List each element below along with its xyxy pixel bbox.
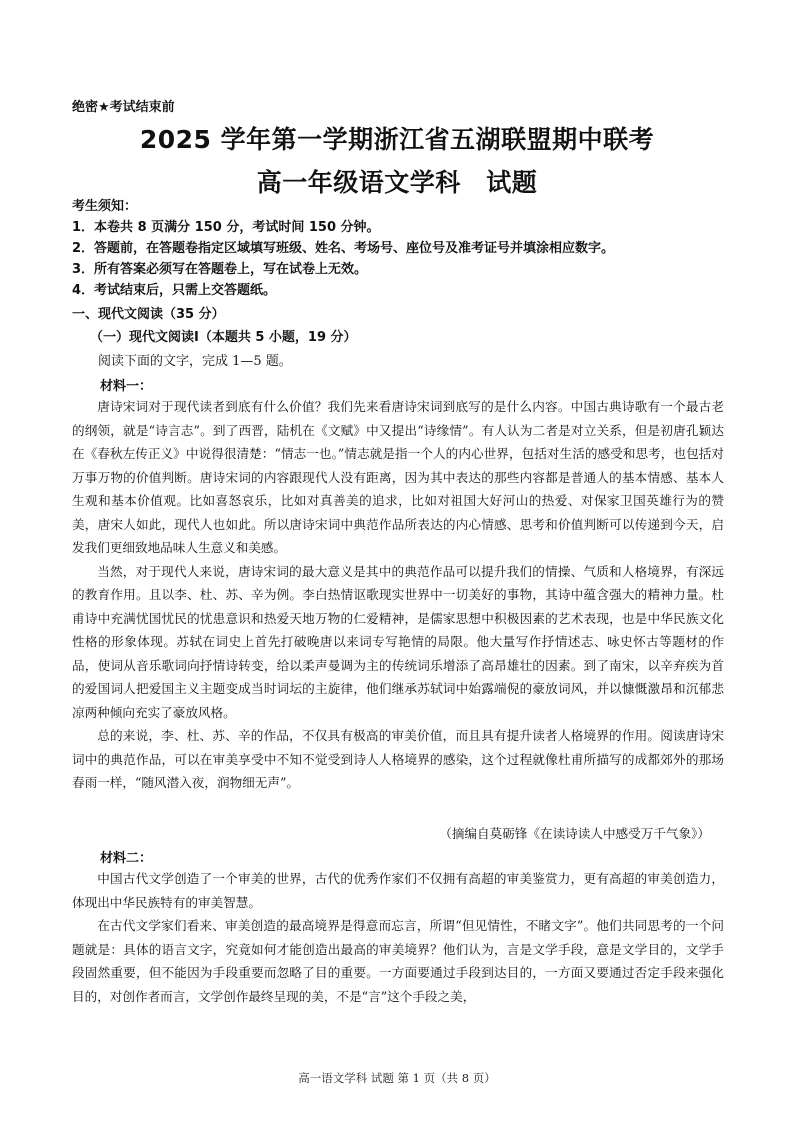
page-footer: 高一语文学科 试题 第 1 页（共 8 页） — [298, 1071, 496, 1085]
notice-item: 4．考试结束后，只需上交答题纸。 — [72, 283, 277, 298]
subsection-heading: （一）现代文阅读Ⅰ（本题共 5 小题，19 分） — [90, 330, 357, 345]
paragraph: 当然，对于现代人来说，唐诗宋词的最大意义是其中的典范作品可以提升我们的情操、气质和人格境界，有深远的教育作用。且以李、杜、苏、辛为例。李白热情讴歌现实世界中一切美好的事物，其诗中蕴含强大的精神力量。杜甫诗中充满忧国忧民的忧患意识和热爱天地万物的仁爱精神，是儒家思想中积极因素的艺术表现，也是中华民族文化性格的形象体现。苏轼在词史上首先打破晚唐以来词专写艳情的局限。他大量写作抒情述志、咏史怀古等题材的作品，使词从音乐歌词向抒情诗转变，给以柔声曼调为主的传统词乐增添了高昂雄壮的因素。到了南宋，以辛弃疾为首的爱国词人把爱国主义主题变成当时词坛的主旋律，他们继承苏轼词中始露端倪的豪放词风，并以慷慨激昂和沉郁悲凉两种倾向充实了豪放风格。 — [72, 563, 724, 720]
material-one-source: （摘编自莫砺锋《在读诗读人中感受万千气象》） — [439, 826, 710, 841]
exam-title: 2025 学年第一学期浙江省五湖联盟期中联考 — [139, 125, 655, 154]
reading-instruction: 阅读下面的文字，完成 1—5 题。 — [98, 354, 292, 369]
material-two-text — [72, 867, 724, 1008]
material-one-label: 材料一： — [100, 379, 153, 394]
notice-heading: 考生须知： — [72, 199, 138, 214]
paragraph: 唐诗宋词对于现代读者到底有什么价值？我们先来看唐诗宋词到底写的是什么内容。中国古典诗歌有一个最古老的纲领，就是“诗言志”。到了西晋，陆机在《文赋》中又提出“诗缘情”。有人认为二者是对立关系，但是初唐孔颖达在《春秋左传正义》中说得很清楚：“情志一也。”情志就是指一个人的内心世界，包括对生活的感受和思考，也包括对万事万物的价值判断。唐诗宋词的内容跟现代人没有距离，因为其中表达的那些内容都是普通人的基本情感、基本人生观和基本价值观。比如喜怒哀乐，比如对真善美的追求，比如对祖国大好河山的热爱、对保家卫国英雄行为的赞美，唐宋人如此，现代人也如此。所以唐诗宋词中典范作品所表达的内心情感、思考和价值判断可以传递到今天，启发我们更细致地品味人生意义和美感。 — [72, 399, 724, 555]
notice-item: 2．答题前，在答题卷指定区域填写班级、姓名、考场号、座位号及准考证号并填涂相应数字。 — [72, 241, 615, 256]
paragraph: 中国古代文学创造了一个审美的世界，古代的优秀作家们不仅拥有高超的审美鉴赏力，更有高超的审美创造力，体现出中华民族特有的审美智慧。 — [72, 871, 724, 910]
material-two-label: 材料二： — [100, 851, 153, 866]
exam-subtitle: 高一年级语文学科 试题 — [256, 168, 538, 197]
material-one-text — [72, 395, 724, 795]
paragraph: 总的来说，李、杜、苏、辛的作品，不仅具有极高的审美价值，而且具有提升读者人格境界的作用。阅读唐诗宋词中的典范作品，可以在审美享受中不知不觉受到诗人人格境界的感染，这个过程就像杜甫所描写的成都郊外的那场春雨一样，“随风潜入夜，润物细无声”。 — [72, 728, 724, 790]
notice-item: 1．本卷共 8 页满分 150 分，考试时间 150 分钟。 — [72, 220, 380, 235]
confidential-mark: 绝密★考试结束前 — [72, 100, 175, 115]
section-heading: 一、现代文阅读（35 分） — [72, 307, 225, 322]
notice-item: 3．所有答案必须写在答题卷上，写在试卷上无效。 — [72, 262, 368, 277]
candidate-notice — [72, 196, 722, 301]
paragraph: 在古代文学家们看来、审美创造的最高境界是得意而忘言，所谓“但见情性，不睹文字”。他们共同思考的一个问题就是：具体的语言文字，究竟如何才能创造出最高的审美境界？他们认为，言是文学手段，意是文学目的，文学手段固然重要，但不能因为手段重要而忽略了目的重要。一方面要通过手段到达目的，一方面又要通过否定手段来强化目的，对创作者而言，文学创作最终呈现的美，不是“言”这个手段之美， — [72, 918, 724, 1004]
